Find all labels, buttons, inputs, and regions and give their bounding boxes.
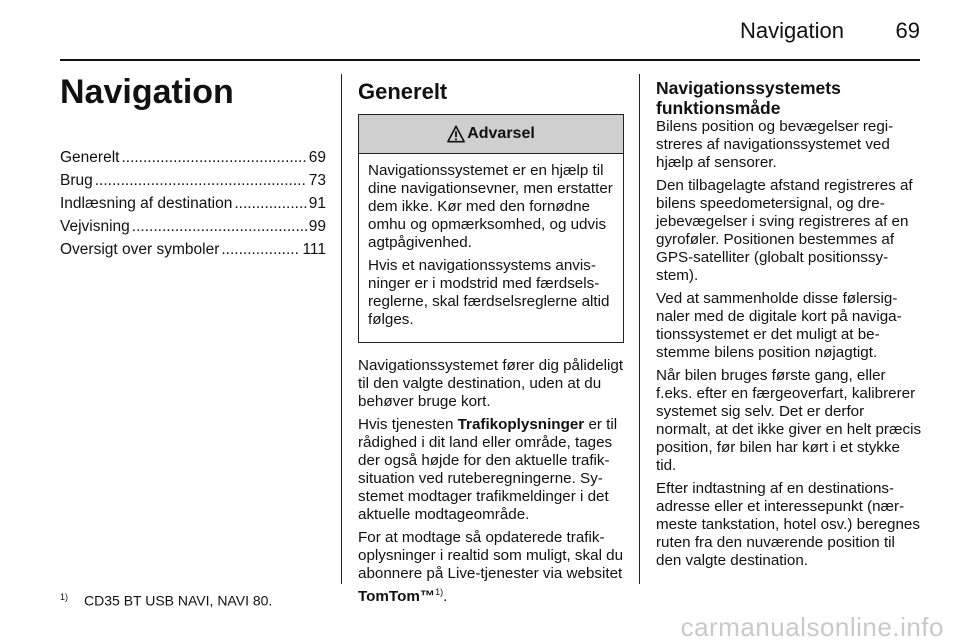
toc-leader [121,146,306,169]
footnote-marker: 1) [60,592,69,602]
middle-column [358,78,624,611]
header-rule [60,59,920,61]
website-name: TomTom™ [358,588,436,606]
service-name: Trafikoplysninger [457,416,585,433]
chapter-title: Navigation [60,73,234,111]
toc-leader [234,192,306,215]
warning-header [359,115,623,154]
footnote [60,592,272,609]
warning-paragraph: Navigationssystemet er en hjælp til dine navigationsevner, men erstatter dem ikke. Kør med den fornødne omhu og opmærksomhed, og udvis agtpågivenhed. [368,162,613,251]
column-divider [639,74,640,584]
paragraph: Efter indtastning af en destinationsadresse eller et interessepunkt (nærmeste tankstation, hotel osv.) beregnes ruten fra den nuværende position til den valgte destination. [656,480,920,569]
toc-leader [221,238,300,261]
warning-body [359,154,623,342]
toc-leader [132,215,307,238]
paragraph: Den tilbagelagte afstand registreres af bilens speedometersignal, og drejebevægelser i sving registreres af en gyroføler. Positionen bestemmes af GPS-satelliter (globalt positionssystem). [656,177,913,284]
warning-triangle-icon [447,125,465,143]
warning-box [358,114,624,343]
paragraph: Når bilen bruges første gang, eller f.eks. efter en færgeoverfart, kalibrerer systemet sig selv. Det er derfor normalt, at det ikke giver en helt præcis position, før bilen har kørt i et stykke tid. [656,367,922,474]
left-column [60,72,326,261]
toc-entry-generelt[interactable]: Generelt ..... 69 [60,146,326,169]
paragraph: Ved at sammenholde disse følersignaler med de digitale kort på navigationssystemet er det muligt at bestemme bilens position nøjagtigt. [656,290,902,361]
page-header [0,0,960,60]
footnote-ref[interactable]: 1) [435,587,444,597]
right-column [656,78,922,575]
column-divider [341,74,342,584]
toc-entry-oversigt[interactable]: Oversigt over symboler ..... 111 [60,238,326,261]
page-number: 69 [895,18,920,43]
paragraph: Navigationssystemet fører dig pålideligt til den valgte destination, uden at du behøver bruge kort. [358,357,624,410]
paragraph: Bilens position og bevægelser registreres af navigationssystemet ved hjælp af sensorer. [656,118,894,171]
table-of-contents [60,146,326,261]
watermark: carmanualsonline.info [680,612,944,642]
paragraph: Hvis tjenesten Trafikoplysninger er til rådighed i dit land eller område, tages der også højde for den aktuelle trafiksituation ved ruteberegningerne. Systemet modtager trafikmeldinger i det aktuelle modtageområde. [358,416,618,523]
section-heading-funktionsmade: Navigationssystemets funktionsmåde [656,78,841,118]
body-text [358,357,624,606]
toc-entry-brug[interactable]: Brug ..... 73 [60,169,326,192]
toc-leader [95,169,307,192]
warning-label: Advarsel [467,125,535,142]
footnote-text: CD35 BT USB NAVI, NAVI 80. [84,592,273,609]
toc-entry-vejvisning[interactable]: Vejvisning ..... 99 [60,215,326,238]
section-heading-generelt: Generelt [358,79,448,104]
running-section-title: Navigation [740,18,844,43]
warning-paragraph: Hvis et navigationssystems anvisninger er i modstrid med færdselsreglerne, skal færdselsreglerne altid følges. [368,257,610,328]
paragraph: For at modtage så opdaterede trafikoplysninger i realtid som muligt, skal du abonnere på Live-tjenester via websitet TomTom™$^{1)}$. [358,529,624,606]
body-text [656,118,922,570]
toc-entry-indlaesning[interactable]: Indlæsning af destination ..... 91 [60,192,326,215]
